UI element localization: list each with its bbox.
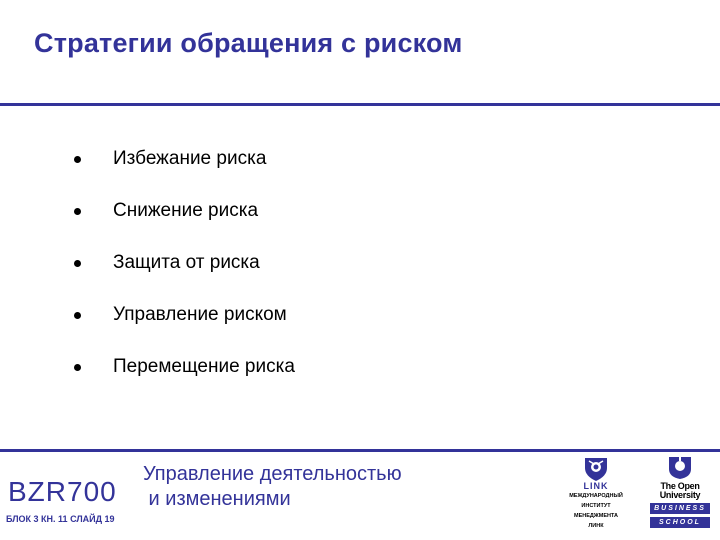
list-item	[72, 198, 295, 224]
list-item	[72, 250, 295, 276]
list-item	[72, 146, 295, 172]
title-divider	[0, 103, 720, 106]
list-item-label: Перемещение риска	[113, 356, 295, 377]
bullet-icon	[74, 364, 81, 371]
bullet-list	[72, 146, 295, 406]
slide-title: Стратегии обращения с риском	[34, 28, 463, 58]
ou-name: The Open University	[659, 481, 701, 500]
open-university-logo	[650, 456, 710, 534]
ou-business-bar: BUSINESS	[650, 503, 710, 514]
link-emblem-icon	[581, 456, 611, 482]
link-logo-line: ИНСТИТУТ	[581, 503, 611, 509]
list-item-label: Защита от риска	[113, 252, 260, 273]
list-item	[72, 354, 295, 380]
footer-divider	[0, 449, 720, 452]
link-logo-line: МЕЖДУНАРОДНЫЙ	[569, 493, 623, 499]
ou-school-bar: SCHOOL	[650, 517, 710, 528]
link-institute-logo	[558, 456, 634, 532]
list-item	[72, 302, 295, 328]
list-item-label: Снижение риска	[113, 200, 259, 221]
bullet-icon	[74, 260, 81, 267]
slide-reference: БЛОК 3 КН. 11 СЛАЙД 19	[6, 514, 115, 524]
bullet-icon	[74, 156, 81, 163]
ou-shield-icon	[668, 456, 692, 480]
link-logo-word: LINK	[583, 481, 609, 491]
link-logo-line: МЕНЕДЖМЕНТА	[574, 513, 618, 519]
bullet-icon	[74, 208, 81, 215]
link-logo-line: ЛИНК	[588, 523, 604, 529]
bullet-icon	[74, 312, 81, 319]
course-code: BZR700	[8, 476, 117, 507]
list-item-label: Избежание риска	[113, 148, 267, 169]
list-item-label: Управление риском	[113, 304, 287, 325]
course-name: Управление деятельностью и изменениями	[143, 463, 402, 510]
